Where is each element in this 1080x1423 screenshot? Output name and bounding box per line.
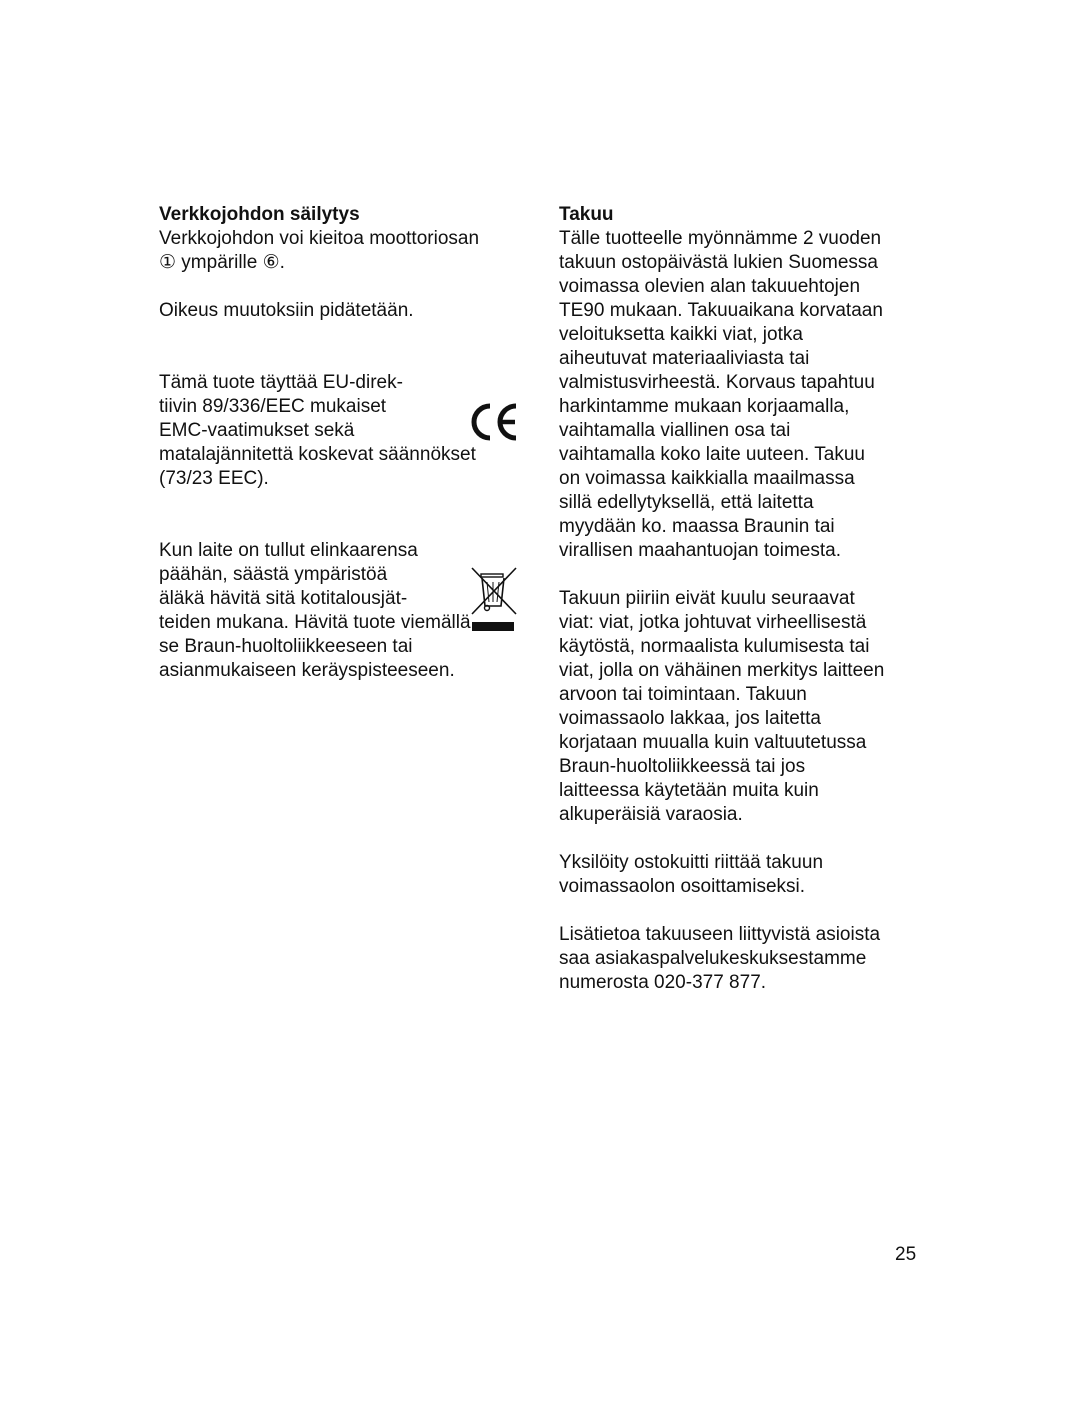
disposal-text: Kun laite on tullut elinkaarensa [159, 540, 418, 561]
exclusions-text: arvoon tai toimintaan. Takuun [559, 684, 807, 705]
exclusions-text: Braun-huoltoliikkeessä tai jos [559, 756, 806, 777]
warranty-text: vaihtamalla viallinen osa tai [559, 420, 791, 441]
exclusions-text: viat: viat, jotka johtuvat virheellisestä [559, 612, 867, 633]
warranty-text: takuun ostopäivästä lukien Suomessa [559, 252, 878, 273]
right-column [559, 203, 929, 995]
ce-text: tiivin 89/336/EEC mukaiset [159, 396, 387, 417]
receipt-text: Yksilöity ostokuitti riittää takuun [559, 852, 824, 873]
exclusions-text: Takuun piiriin eivät kuulu seuraavat [559, 588, 855, 609]
ce-text: EMC-vaatimukset sekä [159, 420, 355, 441]
warranty-text: harkintamme mukaan korjaamalla, [559, 396, 850, 417]
ce-mark-icon [469, 401, 519, 448]
exclusions-text: alkuperäisiä varaosia. [559, 804, 743, 825]
exclusions-text: voimassaolo lakkaa, jos laitetta [559, 708, 821, 729]
exclusions-text: viat, jolla on vähäinen merkitys laitteen [559, 660, 885, 681]
ce-text: (73/23 EEC). [159, 468, 269, 489]
disposal-text: teiden mukana. Hävitä tuote viemällä [159, 612, 471, 633]
warranty-text: Tälle tuotteelle myönnämme 2 vuoden [559, 228, 882, 249]
disposal-text: asianmukaiseen keräyspisteeseen. [159, 660, 455, 681]
warranty-text: vaihtamalla koko laite uuteen. Takuu [559, 444, 865, 465]
warranty-text: TE90 mukaan. Takuuaikana korvataan [559, 300, 883, 321]
warranty-text: myydään ko. maassa Braunin tai [559, 516, 835, 537]
warranty-heading: Takuu [559, 204, 614, 225]
contact-text: Lisätietoa takuuseen liittyvistä asioista [559, 924, 881, 945]
warranty-text: valmistusvirheestä. Korvaus tapahtuu [559, 372, 875, 393]
warranty-text: veloituksetta kaikki viat, jotka [559, 324, 803, 345]
contact-text: numerosta 020-377 877. [559, 972, 767, 993]
warranty-text: on voimassa kaikkialla maailmassa [559, 468, 855, 489]
warranty-text: voimassa olevien alan takuuehtojen [559, 276, 861, 297]
ce-text: matalajännitettä koskevat säännökset [159, 444, 476, 465]
disposal-text: äläkä hävitä sitä kotitalousjät- [159, 588, 408, 609]
warranty-text: aiheutuvat materiaaliviasta tai [559, 348, 810, 369]
receipt-text: voimassaolon osoittamiseksi. [559, 876, 806, 897]
cord-storage-heading: Verkkojohdon säilytys [159, 204, 360, 225]
exclusions-text: korjataan muualla kuin valtuutetussa [559, 732, 867, 753]
crossed-out-wheelie-bin-icon [470, 566, 518, 641]
exclusions-text: laitteessa käytetään muita kuin [559, 780, 819, 801]
rights-reserved-text: Oikeus muutoksiin pidätetään. [159, 300, 414, 321]
page-number: 25 [895, 1244, 917, 1265]
warranty-text: virallisen maahantuojan toimesta. [559, 540, 841, 561]
ce-text: Tämä tuote täyttää EU-direk- [159, 372, 403, 393]
contact-text: saa asiakaspalvelukeskuksestamme [559, 948, 867, 969]
disposal-text: se Braun-huoltoliikkeeseen tai [159, 636, 413, 657]
exclusions-text: käytöstä, normaalista kulumisesta tai [559, 636, 870, 657]
warranty-text: sillä edellytyksellä, että laitetta [559, 492, 814, 513]
cord-storage-text: ① ympärille ⑥. [159, 252, 285, 273]
disposal-text: päähän, säästä ympäristöä [159, 564, 388, 585]
cord-storage-text: Verkkojohdon voi kieitoa moottoriosan [159, 228, 480, 249]
